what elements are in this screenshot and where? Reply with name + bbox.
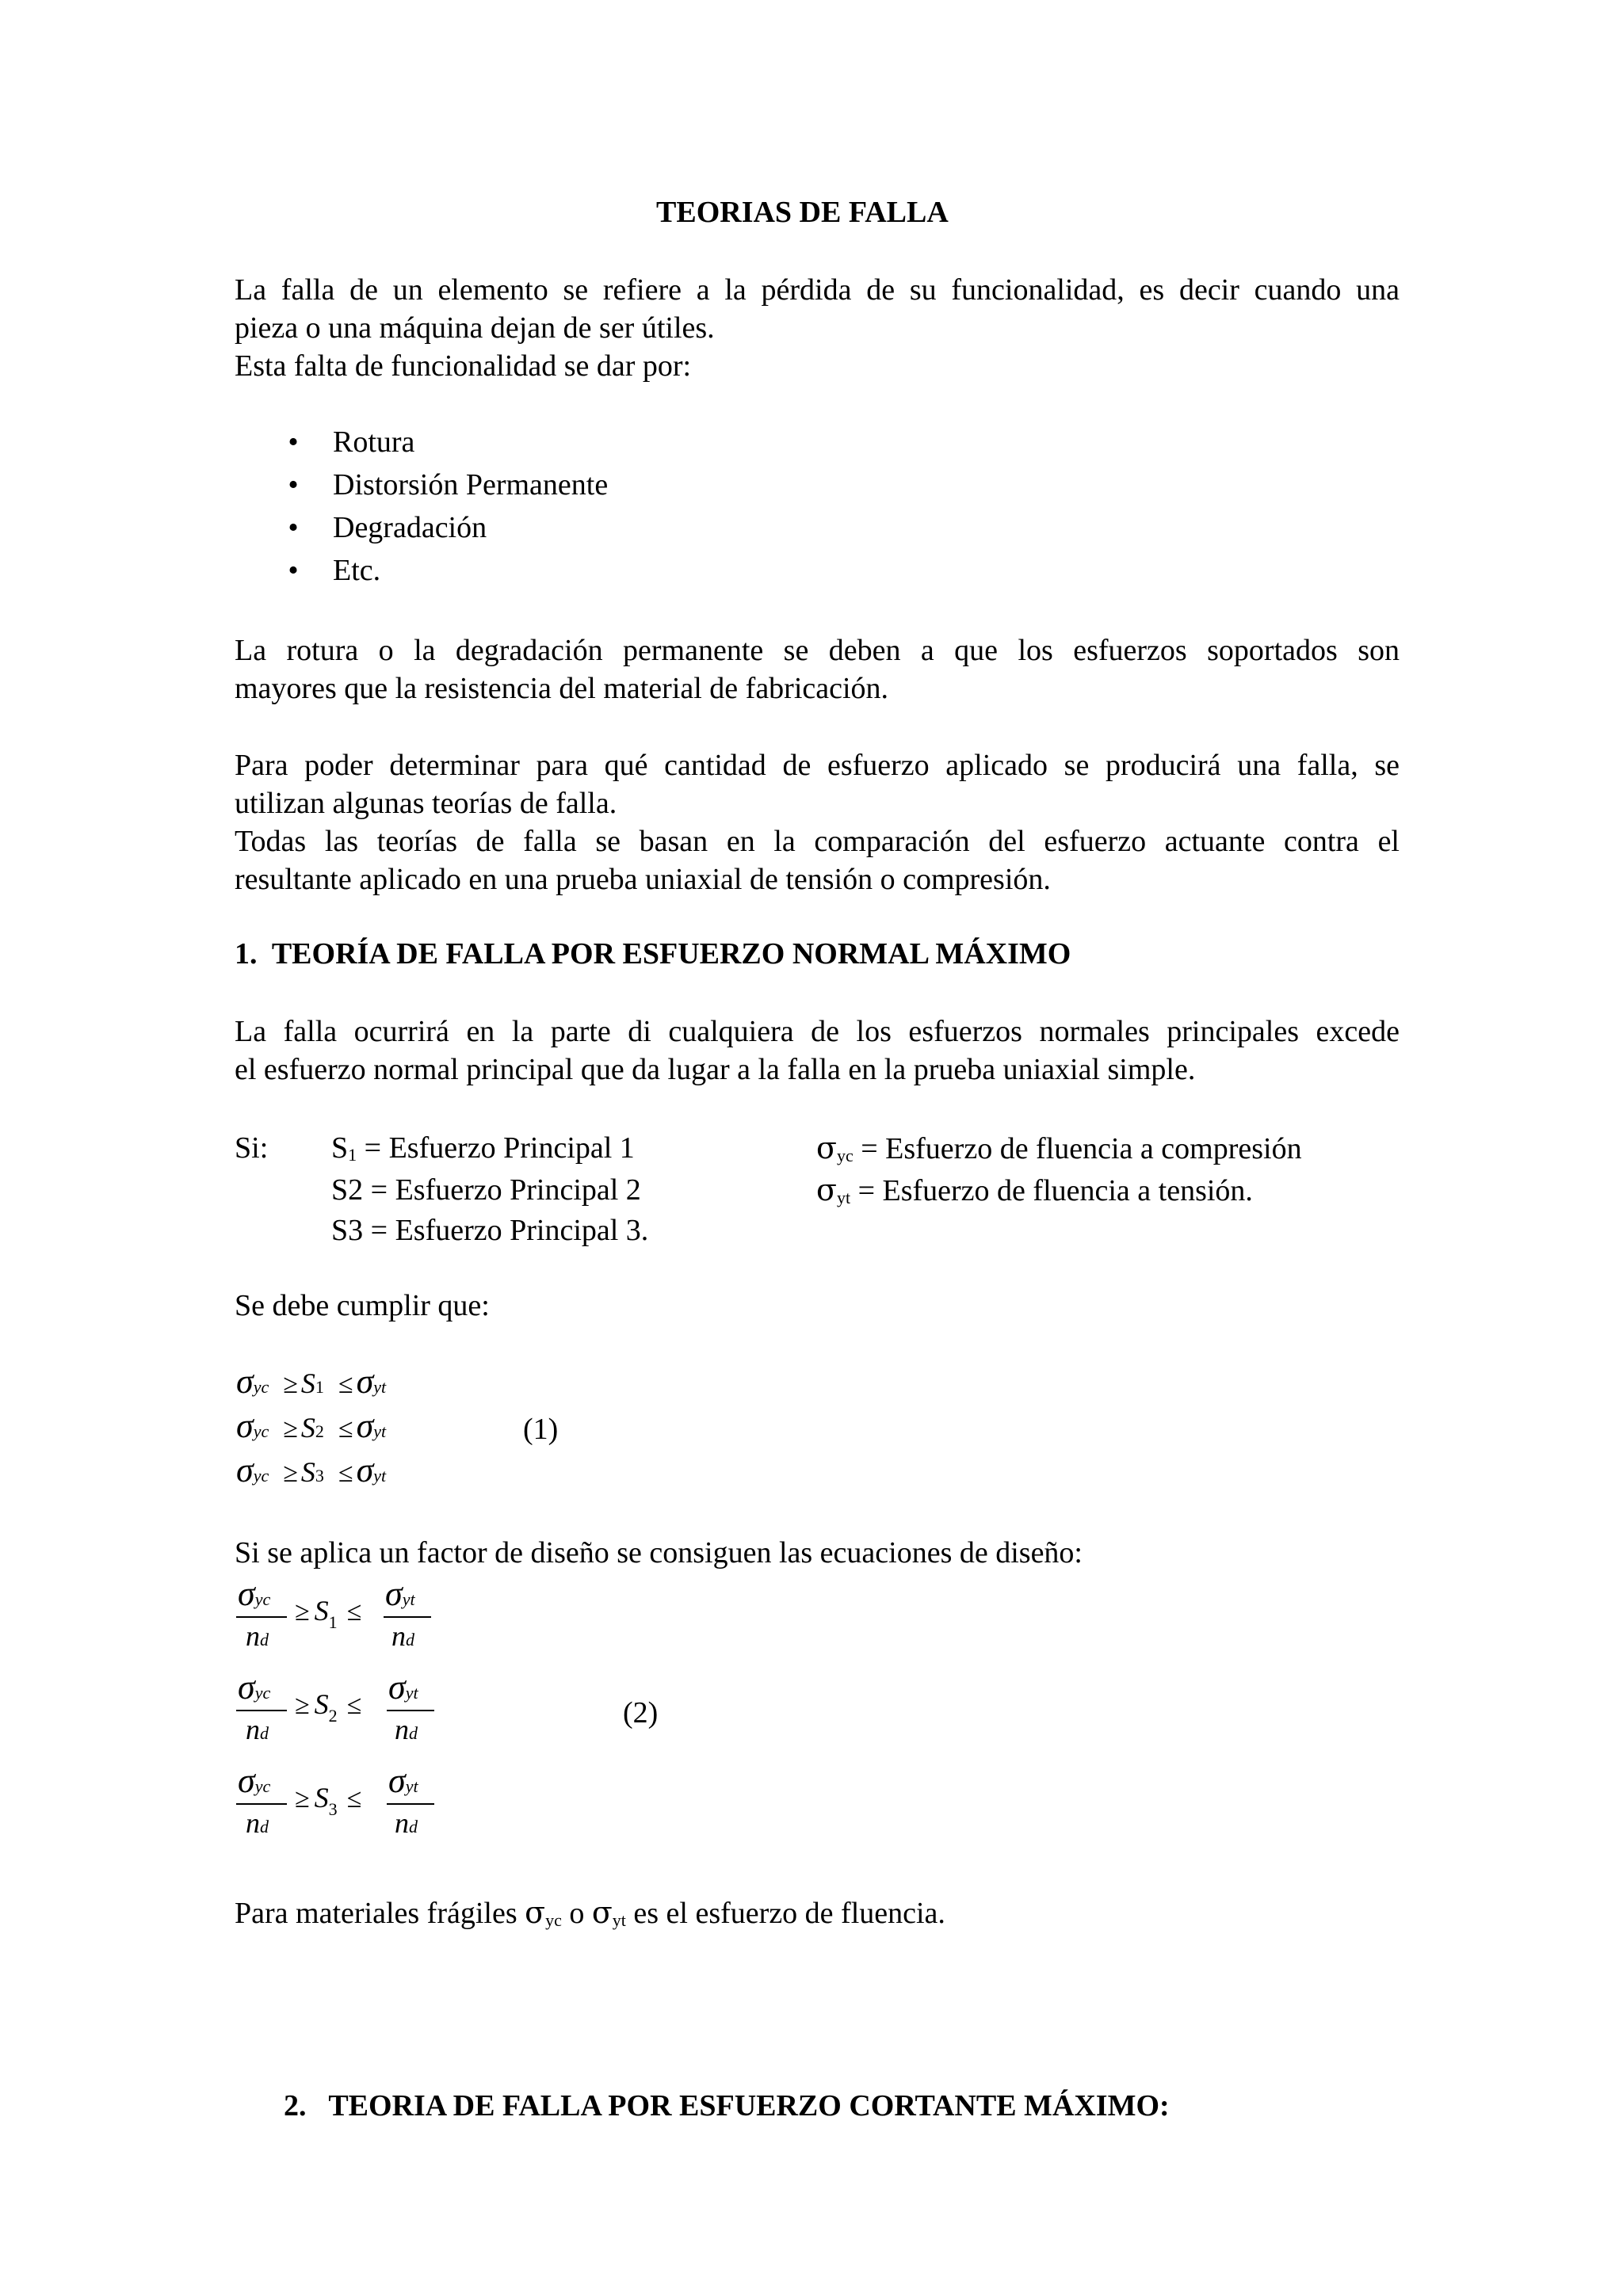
ge-symbol: ≥	[283, 1459, 298, 1488]
fraction-bar	[387, 1803, 434, 1805]
subscript-yc: yc	[253, 1377, 269, 1397]
subscript-d: d	[409, 1723, 418, 1743]
fraction-denominator	[246, 1713, 269, 1746]
n-symbol: n	[246, 1620, 260, 1652]
section-1-line-1: La falla ocurrirá en la parte di cualquiera de los esfuerzos normales principales excede	[235, 1015, 1400, 1048]
fragile-materials-text	[235, 1894, 945, 1932]
intro-line-2: pieza o una máquina dejan de ser útiles.	[235, 311, 715, 345]
si-label: Si:	[235, 1131, 269, 1165]
fraction-denominator	[395, 1713, 418, 1746]
def-syt-text: = Esfuerzo de fluencia a tensión.	[850, 1174, 1253, 1207]
s-symbol: S	[314, 1688, 329, 1720]
sigma-symbol: σ	[238, 1668, 255, 1707]
fraction-denominator	[395, 1806, 418, 1840]
intro-line-3: Esta falta de funcionalidad se dar por:	[235, 349, 692, 383]
sigma-symbol: σ	[591, 1895, 613, 1930]
subscript-yt: yt	[405, 1776, 418, 1796]
theories-line-4: resultante aplicado en una prueba uniaxial de tensión o compresión.	[235, 863, 1051, 896]
fraction-numerator	[385, 1573, 415, 1614]
def-s1-symbol: S	[331, 1131, 349, 1165]
subscript-yc: yc	[253, 1421, 269, 1441]
list-item-label: Rotura	[333, 425, 415, 459]
section-1-line-2: el esfuerzo normal principal que da lugar a la falla en la prueba uniaxial simple.	[235, 1053, 1196, 1086]
s-symbol: S	[300, 1412, 315, 1444]
subscript-3: 3	[315, 1466, 324, 1486]
subscript-yc: yc	[545, 1910, 562, 1930]
fraction-bar	[236, 1710, 287, 1711]
subscript-yc: yc	[254, 1683, 271, 1703]
fraction-bar	[236, 1803, 287, 1805]
theories-line-3: Todas las teorías de falla se basan en la comparación del esfuerzo actuante contra el	[235, 825, 1400, 858]
subscript-d: d	[406, 1630, 414, 1650]
le-symbol: ≤	[346, 1691, 362, 1720]
n-symbol: n	[395, 1807, 409, 1839]
bullet-icon: •	[288, 425, 299, 459]
le-symbol: ≤	[338, 1414, 353, 1444]
n-symbol: n	[246, 1807, 260, 1839]
subscript-yt: yt	[373, 1421, 387, 1441]
subscript-yt: yt	[373, 1377, 387, 1397]
bullet-icon: •	[288, 554, 299, 587]
theories-line-2: utilizan algunas teorías de falla.	[235, 787, 617, 820]
subscript-yt: yt	[373, 1466, 387, 1486]
n-symbol: n	[246, 1714, 260, 1745]
subscript-1: 1	[328, 1612, 338, 1632]
equation-1-row-3	[236, 1450, 386, 1491]
sigma-symbol: σ	[236, 1362, 254, 1401]
ge-symbol: ≥	[283, 1370, 298, 1399]
subscript-d: d	[260, 1817, 269, 1836]
fraction-numerator	[238, 1573, 270, 1614]
theories-line-1: Para poder determinar para qué cantidad de esfuerzo aplicado se producirá una falla, se	[235, 749, 1400, 782]
subscript-yc: yc	[253, 1466, 269, 1486]
list-item	[285, 549, 608, 592]
le-symbol: ≤	[338, 1370, 353, 1399]
n-symbol: n	[395, 1714, 409, 1745]
fraction-numerator	[388, 1667, 418, 1707]
subscript-yc: yc	[254, 1776, 271, 1796]
subscript-yt: yt	[402, 1589, 415, 1609]
ge-symbol: ≥	[295, 1784, 310, 1814]
document-title: TEORIAS DE FALLA	[656, 196, 949, 229]
sigma-symbol: σ	[356, 1362, 374, 1401]
section-2-heading: 2. TEORIA DE FALLA POR ESFUERZO CORTANTE MÁXIMO:	[284, 2089, 1170, 2122]
fraction-denominator	[246, 1619, 269, 1653]
theories-paragraph	[235, 746, 1400, 898]
fraction-denominator	[246, 1806, 269, 1840]
s-symbol: S	[314, 1782, 329, 1814]
fraction-bar	[384, 1616, 431, 1618]
def-syc-text: = Esfuerzo de fluencia a compresión	[853, 1132, 1302, 1165]
le-symbol: ≤	[338, 1459, 353, 1488]
sigma-symbol: σ	[238, 1574, 255, 1613]
fragile-suffix: es el esfuerzo de fluencia.	[625, 1897, 945, 1930]
def-s2: S2 = Esfuerzo Principal 2	[331, 1173, 641, 1207]
rupture-line-1: La rotura o la degradación permanente se deben a que los esfuerzos soportados son	[235, 634, 1400, 667]
rupture-line-2: mayores que la resistencia del material de fabricación.	[235, 672, 889, 705]
equation-1-label: (1)	[523, 1413, 559, 1446]
design-intro-text: Si se aplica un factor de diseño se consiguen las ecuaciones de diseño:	[235, 1536, 1083, 1569]
ge-symbol: ≥	[283, 1414, 298, 1444]
list-item	[285, 506, 608, 549]
list-item-label: Distorsión Permanente	[333, 468, 609, 502]
equation-2-label: (2)	[623, 1696, 659, 1730]
inequality-middle	[295, 1688, 361, 1726]
must-satisfy-text: Se debe cumplir que:	[235, 1289, 490, 1322]
subscript-d: d	[260, 1723, 269, 1743]
list-item-label: Degradación	[333, 511, 487, 544]
subscript-2: 2	[328, 1706, 338, 1726]
def-s1	[331, 1129, 635, 1167]
def-s3: S3 = Esfuerzo Principal 3.	[331, 1214, 649, 1247]
le-symbol: ≤	[346, 1784, 362, 1814]
intro-line-1: La falla de un elemento se refiere a la pérdida de su funcionalidad, es decir cuando una	[235, 273, 1400, 307]
sigma-symbol: σ	[816, 1173, 837, 1207]
s-symbol: S	[300, 1367, 315, 1399]
fraction-bar	[236, 1616, 287, 1618]
sigma-symbol: σ	[525, 1895, 546, 1930]
s-symbol: S	[300, 1456, 315, 1488]
failure-causes-list	[285, 421, 608, 592]
def-s1-text: = Esfuerzo Principal 1	[357, 1131, 635, 1165]
subscript-1: 1	[315, 1377, 324, 1397]
subscript-yt: yt	[405, 1683, 418, 1703]
le-symbol: ≤	[346, 1597, 362, 1627]
s-symbol: S	[314, 1595, 329, 1627]
sigma-symbol: σ	[356, 1406, 374, 1445]
n-symbol: n	[391, 1620, 406, 1652]
def-syt-subscript: yt	[836, 1188, 851, 1207]
subscript-3: 3	[328, 1799, 338, 1819]
intro-paragraph	[235, 271, 1400, 385]
fraction-bar	[387, 1710, 434, 1711]
sigma-symbol: σ	[236, 1406, 254, 1445]
subscript-d: d	[260, 1630, 269, 1650]
equation-1-row-2	[236, 1405, 386, 1447]
def-syt	[816, 1171, 1253, 1210]
list-item-label: Etc.	[333, 554, 381, 587]
sigma-symbol: σ	[236, 1451, 254, 1489]
def-syc	[816, 1129, 1302, 1168]
def-syc-subscript: yc	[836, 1146, 854, 1165]
list-item	[285, 421, 608, 463]
sigma-symbol: σ	[356, 1451, 374, 1489]
inequality-middle	[295, 1594, 361, 1633]
subscript-yt: yt	[612, 1910, 626, 1930]
bullet-icon: •	[288, 468, 299, 502]
ge-symbol: ≥	[295, 1691, 310, 1720]
fraction-denominator	[391, 1619, 414, 1653]
fraction-numerator	[388, 1760, 418, 1801]
fragile-prefix: Para materiales frágiles	[235, 1897, 525, 1930]
list-item	[285, 463, 608, 506]
section-1-paragraph	[235, 1013, 1400, 1089]
sigma-symbol: σ	[816, 1131, 837, 1165]
def-s1-subscript: 1	[348, 1145, 357, 1165]
sigma-symbol: σ	[385, 1574, 403, 1613]
sigma-symbol: σ	[238, 1761, 255, 1800]
subscript-d: d	[409, 1817, 418, 1836]
subscript-yc: yc	[254, 1589, 271, 1609]
subscript-2: 2	[315, 1421, 324, 1441]
fraction-numerator	[238, 1760, 270, 1801]
fraction-numerator	[238, 1667, 270, 1707]
fragile-mid: o	[561, 1897, 592, 1930]
rupture-paragraph	[235, 631, 1400, 707]
ge-symbol: ≥	[295, 1597, 310, 1627]
sigma-symbol: σ	[388, 1668, 406, 1707]
inequality-middle	[295, 1781, 361, 1820]
sigma-symbol: σ	[388, 1761, 406, 1800]
bullet-icon: •	[288, 511, 299, 544]
equation-1-row-1	[236, 1361, 386, 1402]
section-1-heading: 1. TEORÍA DE FALLA POR ESFUERZO NORMAL MÁXIMO	[235, 937, 1071, 971]
